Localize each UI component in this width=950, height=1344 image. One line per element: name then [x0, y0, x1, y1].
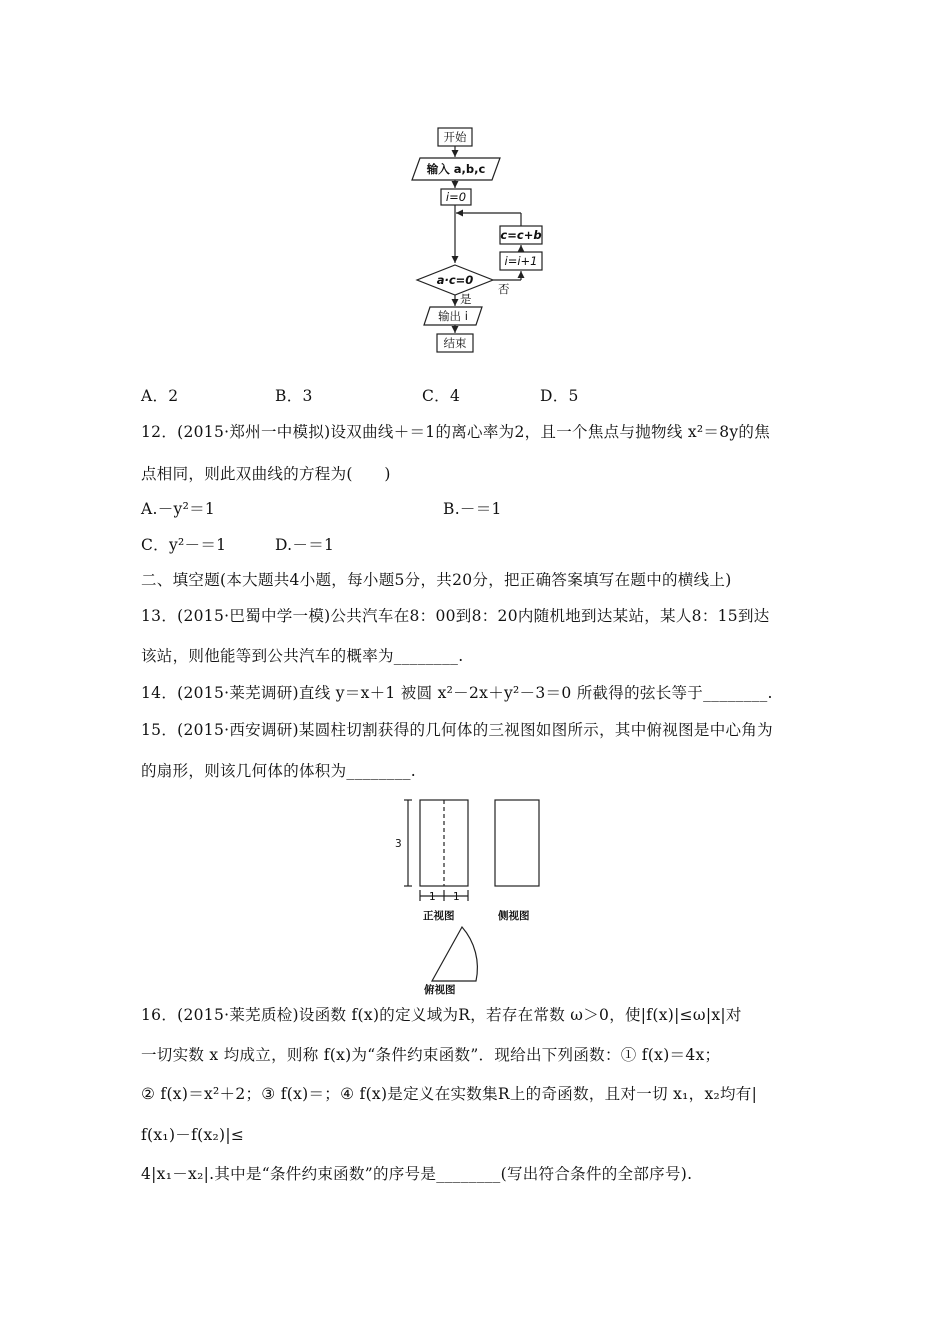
flow-yes-label: 是 — [460, 292, 472, 306]
side-view-rect — [495, 800, 539, 886]
q12-line2: 点相同，则此双曲线的方程为( ) — [141, 465, 391, 483]
flow-init-text: i=0 — [445, 190, 467, 204]
q11-option-a: A．2 — [141, 387, 179, 405]
flow-update-i-text: i=i+1 — [504, 254, 538, 268]
q11-option-d: D．5 — [540, 387, 579, 405]
top-view-label: 俯视图 — [424, 984, 456, 995]
flow-no-label: 否 — [498, 282, 510, 296]
flow-start-text: 开始 — [443, 130, 467, 144]
q11-option-c: C．4 — [422, 387, 461, 405]
flow-update-c-text: c=c+b — [500, 228, 542, 242]
q12-line1: 12．(2015·郑州一中模拟)设双曲线＋＝1的离心率为2，且一个焦点与抛物线 x²＝8y的焦 — [141, 423, 771, 441]
q13-line1: 13．(2015·巴蜀中学一模)公共汽车在8：00到8：20内随机地到达某站，某人8：15到达 — [141, 607, 770, 625]
q16-line1: 16．(2015·莱芜质检)设函数 f(x)的定义域为R，若存在常数 ω＞0，使|f(x)|≤ω|x|对 — [141, 1006, 742, 1024]
flow-end-text: 结束 — [443, 336, 467, 350]
q16-line3: ② f(x)＝x²＋2；③ f(x)＝；④ f(x)是定义在实数集R上的奇函数，且对一切 x₁，x₂均有| — [141, 1085, 758, 1103]
top-view-sector — [432, 927, 477, 981]
flow-output-text: 输出 i — [438, 309, 468, 323]
front-view-label: 正视图 — [423, 910, 455, 922]
height-label: 3 — [395, 838, 402, 850]
q12-option-a: A.－y²＝1 — [141, 500, 216, 518]
width-right-label: 1 — [453, 891, 460, 903]
flowchart — [0, 0, 950, 360]
q15-line1: 15．(2015·西安调研)某圆柱切割获得的几何体的三视图如图所示，其中俯视图是中心角为 — [141, 721, 773, 739]
q16-line5: 4|x₁－x₂|.其中是“条件约束函数”的序号是________(写出符合条件的全部序号). — [141, 1165, 693, 1183]
side-view-label: 侧视图 — [498, 910, 530, 922]
q12-option-c: C．y²－＝1 — [141, 536, 227, 554]
q16-line4: f(x₁)－f(x₂)|≤ — [141, 1126, 245, 1144]
q12-option-d: D.－＝1 — [275, 536, 335, 554]
section-2-heading: 二、填空题(本大题共4小题，每小题5分，共20分，把正确答案填写在题中的横线上) — [141, 571, 732, 589]
three-view-figure — [390, 795, 590, 995]
q14-line: 14．(2015·莱芜调研)直线 y＝x＋1 被圆 x²－2x＋y²－3＝0 所截得的弦长等于________. — [141, 684, 773, 702]
flow-input-text: 输入 a,b,c — [426, 162, 486, 176]
width-left-label: 1 — [429, 891, 436, 903]
q13-line2: 该站，则他能等到公共汽车的概率为________. — [141, 647, 464, 665]
q11-option-b: B．3 — [275, 387, 313, 405]
q15-line2: 的扇形，则该几何体的体积为________. — [141, 762, 417, 780]
q16-line2: 一切实数 x 均成立，则称 f(x)为“条件约束函数”．现给出下列函数：① f(x)＝4x； — [141, 1046, 721, 1064]
flow-condition-text: a·c=0 — [436, 273, 474, 287]
q12-option-b: B.－＝1 — [443, 500, 502, 518]
